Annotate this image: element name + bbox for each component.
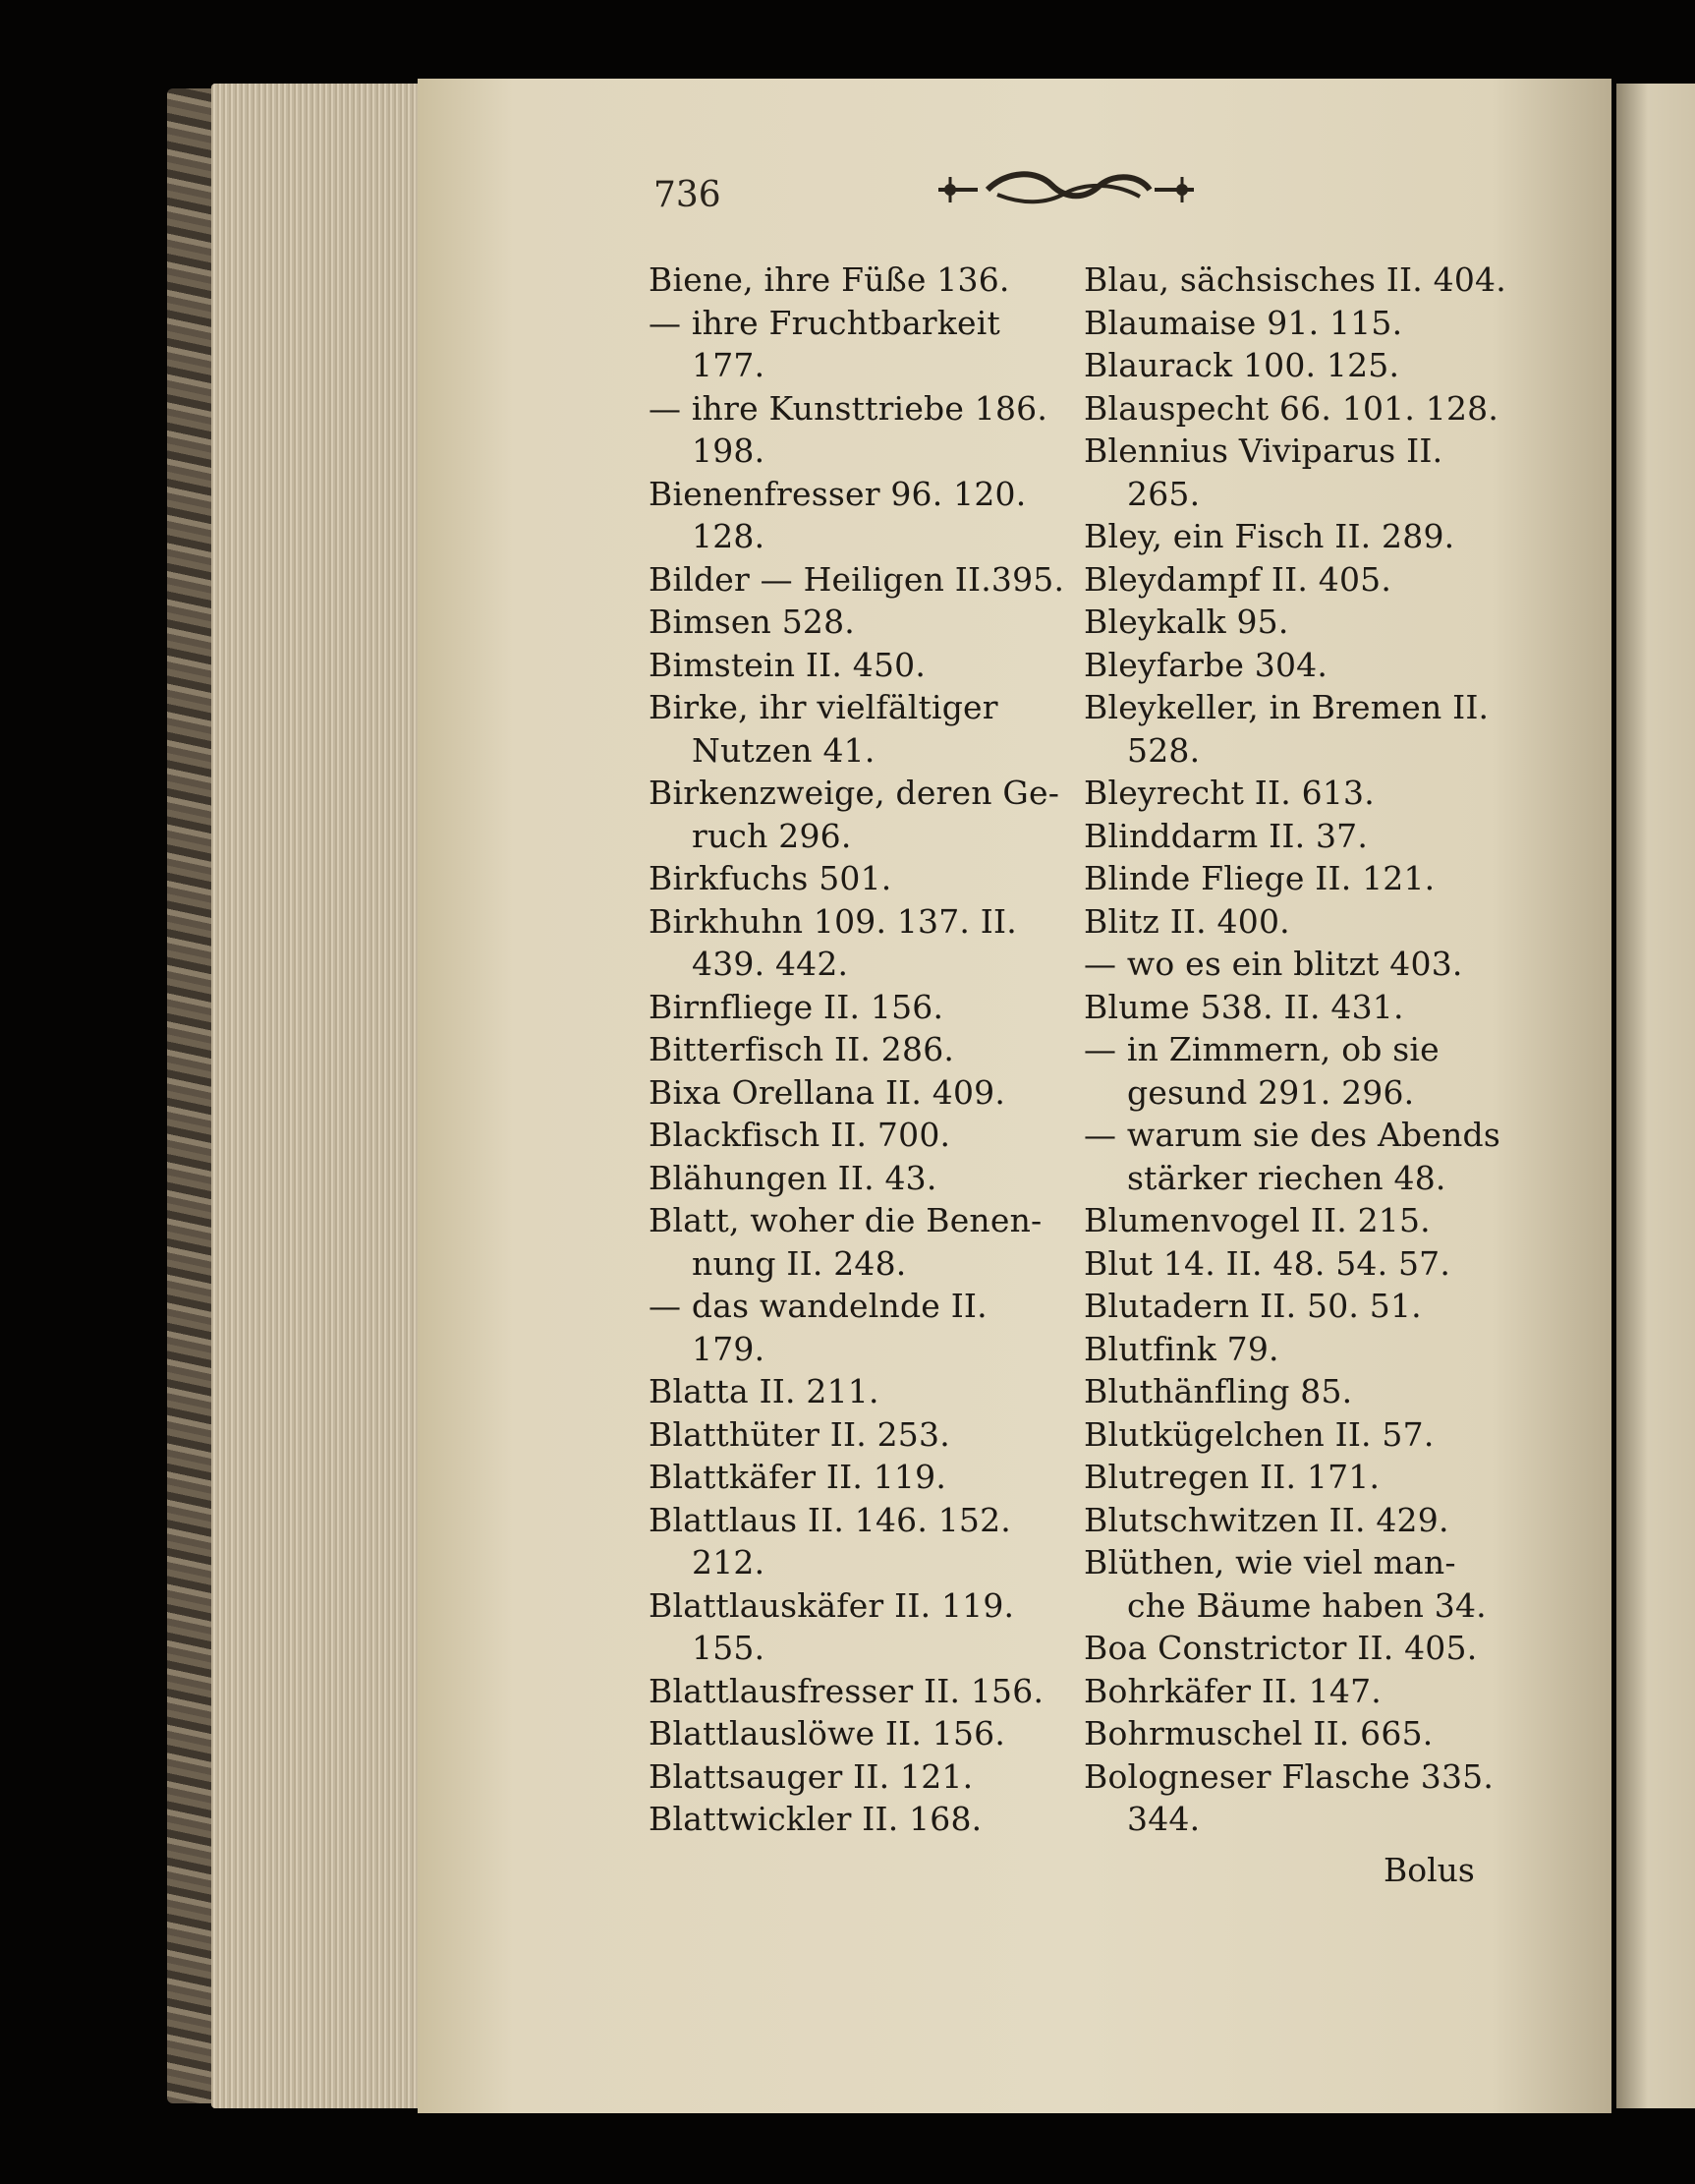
index-entry: Blatthüter II. 253.: [649, 1414, 950, 1454]
index-entry: Biene, ihre Füße 136.: [649, 260, 1010, 299]
index-entry: Blume 538. II. 431.: [1084, 987, 1404, 1026]
index-entry: Bleyrecht II. 613.: [1084, 774, 1375, 812]
index-entry: stärker riechen 48.: [1127, 1158, 1446, 1197]
ornament-icon: [929, 165, 1204, 214]
index-entry: 439. 442.: [692, 945, 849, 983]
index-entry: 265.: [1127, 474, 1201, 513]
index-entry: Blau, sächsisches II. 404.: [1084, 260, 1506, 299]
page-number: 736: [653, 175, 721, 215]
index-entry: Boa Constrictor II. 405.: [1084, 1629, 1478, 1667]
index-entry: Bluthänfling 85.: [1084, 1372, 1353, 1410]
index-entry: Blattlauslöwe II. 156.: [649, 1714, 1006, 1753]
index-entry: Bohrmuschel II. 665.: [1084, 1714, 1434, 1753]
index-entry: Bleyfarbe 304.: [1084, 645, 1328, 684]
index-entry: Blattkäfer II. 119.: [649, 1458, 947, 1496]
index-entry: Blutregen II. 171.: [1084, 1458, 1381, 1496]
index-column-left: [649, 259, 1071, 1841]
index-entry: Birkhuhn 109. 137. II.: [649, 901, 1017, 941]
index-entry: Blatt, woher die Benen-: [649, 1201, 1043, 1239]
index-column-right: [1084, 259, 1506, 1841]
index-entry: — warum sie des Abends: [1084, 1116, 1501, 1154]
index-entry: Bleydampf II. 405.: [1084, 559, 1392, 599]
index-entry: ruch 296.: [692, 816, 852, 855]
index-entry: Blumenvogel II. 215.: [1084, 1201, 1431, 1239]
index-entry: Bleykalk 95.: [1084, 603, 1289, 641]
index-entry: Birkenzweige, deren Ge-: [649, 774, 1060, 812]
index-entry: Nutzen 41.: [692, 730, 876, 770]
index-entry: — das wandelnde II.: [649, 1287, 988, 1325]
index-entry: Birkfuchs 501.: [649, 859, 892, 897]
index-entry: Bley, ein Fisch II. 289.: [1084, 517, 1455, 555]
index-entry: Blüthen, wie viel man-: [1084, 1543, 1456, 1581]
index-entry: Blutadern II. 50. 51.: [1084, 1287, 1422, 1325]
index-entry: Blut 14. II. 48. 54. 57.: [1084, 1243, 1451, 1283]
index-entry: Bimsen 528.: [649, 603, 855, 641]
index-entry: Blinde Fliege II. 121.: [1084, 859, 1436, 897]
index-entry: Blatta II. 211.: [649, 1372, 879, 1410]
index-entry: Blattsauger II. 121.: [649, 1756, 974, 1796]
index-entry: gesund 291. 296.: [1127, 1072, 1415, 1112]
index-entry: che Bäume haben 34.: [1127, 1585, 1487, 1625]
index-entry: Blauspecht 66. 101. 128.: [1084, 388, 1499, 428]
index-entry: Bologneser Flasche 335.: [1084, 1756, 1495, 1796]
index-entry: Bitterfisch II. 286.: [649, 1030, 955, 1068]
index-entry: — ihre Kunsttriebe 186.: [649, 388, 1048, 428]
index-entry: 528.: [1127, 730, 1201, 770]
index-entry: 212.: [692, 1543, 765, 1581]
index-entry: Bixa Orellana II. 409.: [649, 1072, 1006, 1112]
index-entry: Blattlaus II. 146. 152.: [649, 1500, 1012, 1539]
index-entry: Blattlauskäfer II. 119.: [649, 1585, 1015, 1625]
index-entry: Blitz II. 400.: [1084, 901, 1290, 941]
index-entry: — in Zimmern, ob sie: [1084, 1030, 1440, 1068]
index-entry: Bilder — Heiligen II.395.: [649, 559, 1065, 599]
index-entry: nung II. 248.: [692, 1243, 907, 1283]
index-entry: Blattlausfresser II. 156.: [649, 1671, 1045, 1710]
facing-page-edge: [1616, 84, 1695, 2108]
index-entry: — wo es ein blitzt 403.: [1084, 945, 1463, 983]
index-entry: Bimstein II. 450.: [649, 645, 927, 684]
index-entry: Birke, ihr vielfältiger: [649, 688, 998, 726]
index-entry: Blaumaise 91. 115.: [1084, 303, 1403, 342]
index-entry: 344.: [1127, 1800, 1201, 1838]
index-entry: Blutkügelchen II. 57.: [1084, 1414, 1435, 1454]
index-entry: 198.: [692, 431, 765, 470]
index-entry: Blennius Viviparus II.: [1084, 431, 1443, 470]
index-entry: 128.: [692, 517, 765, 555]
index-entry: Bohrkäfer II. 147.: [1084, 1671, 1382, 1710]
index-entry: Blaurack 100. 125.: [1084, 346, 1400, 384]
index-entry: Bienenfresser 96. 120.: [649, 474, 1027, 513]
page-stack-edge: [211, 84, 423, 2108]
index-entry: Bleykeller, in Bremen II.: [1084, 688, 1490, 726]
index-entry: Blattwickler II. 168.: [649, 1800, 983, 1838]
index-entry: 179.: [692, 1329, 765, 1368]
index-entry: Blutfink 79.: [1084, 1329, 1279, 1368]
index-entry: — ihre Fruchtbarkeit: [649, 303, 1000, 342]
index-entry: Birnfliege II. 156.: [649, 987, 944, 1026]
index-entry: Blähungen II. 43.: [649, 1158, 937, 1197]
index-entry: Blackfisch II. 700.: [649, 1116, 951, 1154]
index-entry: 177.: [692, 346, 765, 384]
index-entry: 155.: [692, 1629, 765, 1667]
index-entry: Blutschwitzen II. 429.: [1084, 1500, 1449, 1539]
catchword: Bolus: [1384, 1851, 1475, 1889]
index-entry: Blinddarm II. 37.: [1084, 816, 1369, 855]
